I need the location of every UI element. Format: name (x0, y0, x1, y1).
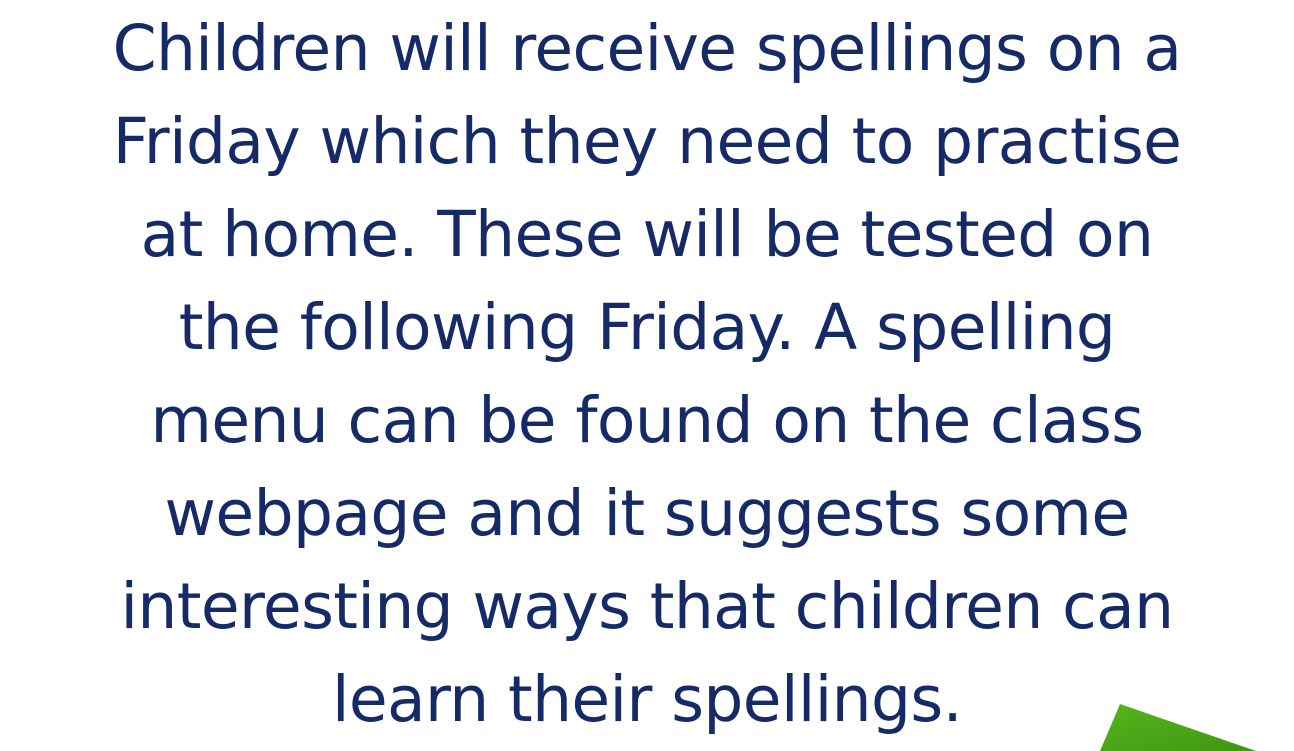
paragraph-line: menu can be found on the class (150, 384, 1144, 457)
paragraph-line: at home. These will be tested on (140, 198, 1154, 271)
paragraph-line: the following Friday. A spelling (178, 291, 1116, 364)
paragraph-line: Friday which they need to practise (112, 105, 1182, 178)
paragraph-line: interesting ways that children can (120, 570, 1174, 643)
paragraph-line: webpage and it suggests some (164, 477, 1130, 550)
spelling-info-paragraph (0, 2, 1294, 746)
paragraph-line: Children will receive spellings on a (112, 12, 1182, 85)
paragraph-line: learn their spellings. (331, 663, 963, 736)
